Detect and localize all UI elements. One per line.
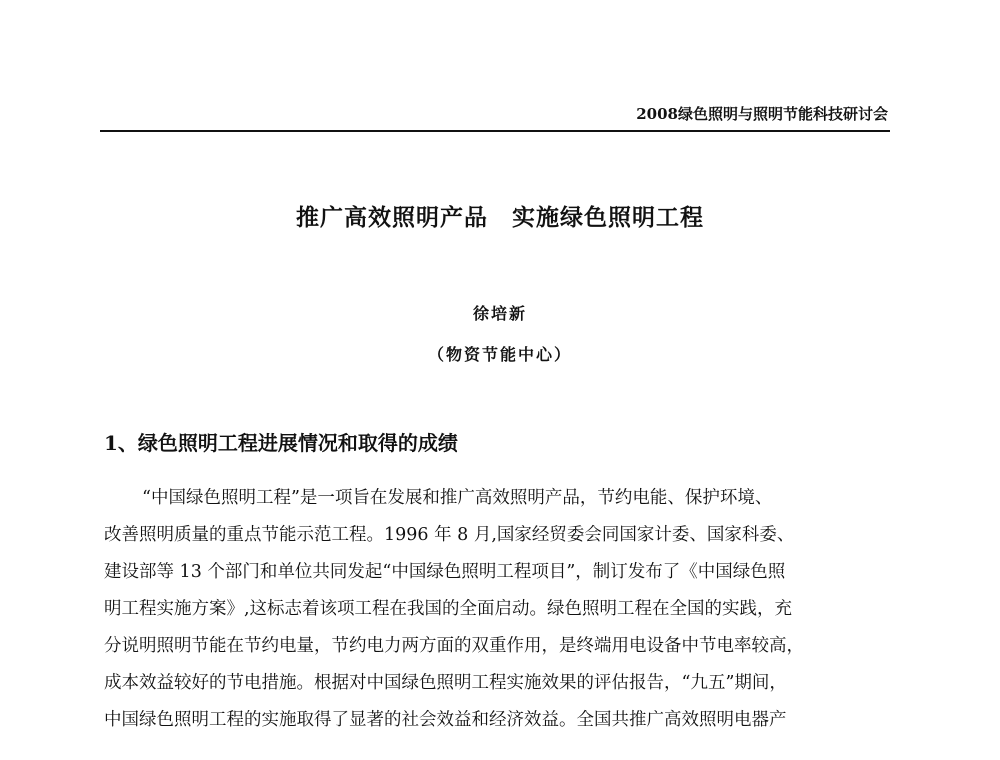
body-line: 成本效益较好的节电措施。根据对中国绿色照明工程实施效果的评估报告，“九五”期间， [104,673,787,693]
body-line: 分说明照明节能在节约电量，节约电力两方面的双重作用，是终端用电设备中节电率较高， [104,636,804,656]
body-line: 改善照明质量的重点节能示范工程。1996 年 8 月,国家经贸委会同国家计委、国家科委、 [104,525,795,545]
paper-title: 推广高效照明产品 实施绿色照明工程 [296,205,704,231]
header-rule [100,130,890,132]
author-name: 徐培新 [472,304,527,323]
body-paragraph [104,480,894,739]
author-affiliation: （物资节能中心） [427,345,572,364]
body-line: 明工程实施方案》,这标志着该项工程在我国的全面启动。绿色照明工程在全国的实践，充 [104,599,793,619]
body-line: 建设部等 13 个部门和单位共同发起“中国绿色照明工程项目”，制订发布了《中国绿色照 [104,562,786,582]
running-header: 2008绿色照明与照明节能科技研讨会 [636,105,888,123]
body-line: 中国绿色照明工程的实施取得了显著的社会效益和经济效益。全国共推广高效照明电器产 [104,710,787,730]
section-heading: 1、绿色照明工程进展情况和取得的成绩 [104,431,458,455]
body-line: “中国绿色照明工程”是一项旨在发展和推广高效照明产品，节约电能、保护环境、 [142,488,773,508]
